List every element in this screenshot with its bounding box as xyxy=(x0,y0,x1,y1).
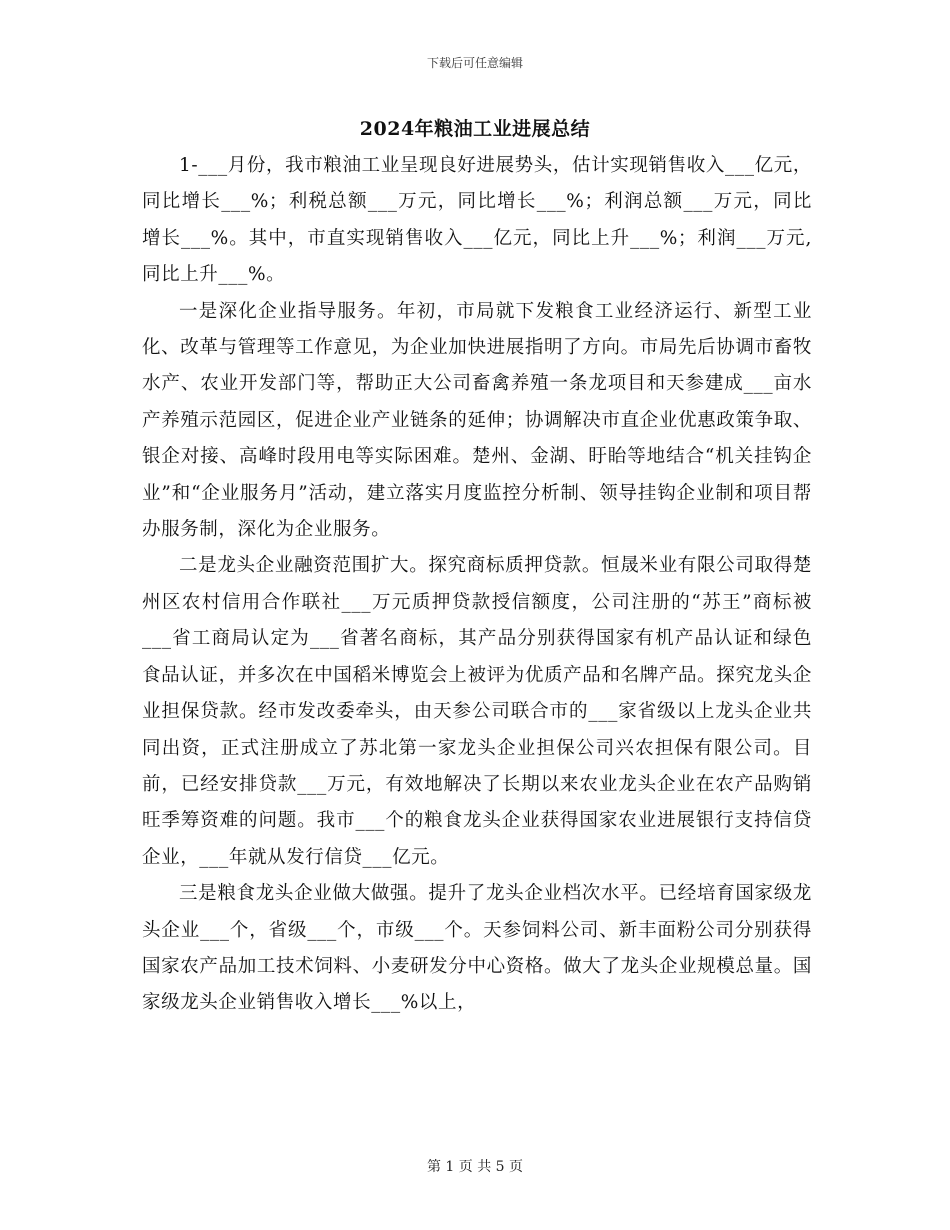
document-body xyxy=(142,148,812,1022)
paragraph-leading-enterprises: 三是粮食龙头企业做大做强。提升了龙头企业档次水平。已经培育国家级龙头企业___个，省级___个，市级___个。天参饲料公司、新丰面粉公司分别获得国家农产品加工技术饲料、小麦研发分中心资格。做大了龙头企业规模总量。国家级龙头企业销售收入增长___%以上， xyxy=(142,883,812,1014)
document-title: 2024年粮油工业进展总结 xyxy=(359,118,591,140)
page-number: 第 1 页 共 5 页 xyxy=(426,1159,524,1175)
paragraph-summary: 1-___月份，我市粮油工业呈现良好进展势头，估计实现销售收入___亿元，同比增长___%；利税总额___万元，同比增长___%；利润总额___万元，同比增长___%。其中，市直实现销售收入___亿元，同比上升___%；利润___万元,同比上升___%。 xyxy=(142,155,812,286)
page-header-note: 下载后可任意编辑 xyxy=(426,56,523,70)
paragraph-enterprise-guidance: 一是深化企业指导服务。年初，市局就下发粮食工业经济运行、新型工业化、改革与管理等工作意见，为企业加快进展指明了方向。市局先后协调市畜牧水产、农业开发部门等，帮助正大公司畜禽养殖一条龙项目和天参建成___亩水产养殖示范园区，促进企业产业链条的延伸；协调解决市直企业优惠政策争取、银企对接、高峰时段用电等实际困难。楚州、金湖、盱眙等地结合“机关挂钩企业”和“企业服务月”活动，建立落实月度监控分析制、领导挂钩企业制和项目帮办服务制，深化为企业服务。 xyxy=(142,300,812,541)
paragraph-financing: 二是龙头企业融资范围扩大。探究商标质押贷款。恒晟米业有限公司取得楚州区农村信用合作联社___万元质押贷款授信额度，公司注册的“苏王”商标被___省工商局认定为___省著名商标，其产品分别获得国家有机产品认证和绿色食品认证，并多次在中国稻米博览会上被评为优质产品和名牌产品。探究龙头企业担保贷款。经市发改委牵头，由天参公司联合市的___家省级以上龙头企业共同出资，正式注册成立了苏北第一家龙头企业担保公司兴农担保有限公司。目前，已经安排贷款___万元，有效地解决了长期以来农业龙头企业在农产品购销旺季筹资难的问题。我市___个的粮食龙头企业获得国家农业进展银行支持信贷企业，___年就从发行信贷___亿元。 xyxy=(142,555,812,868)
